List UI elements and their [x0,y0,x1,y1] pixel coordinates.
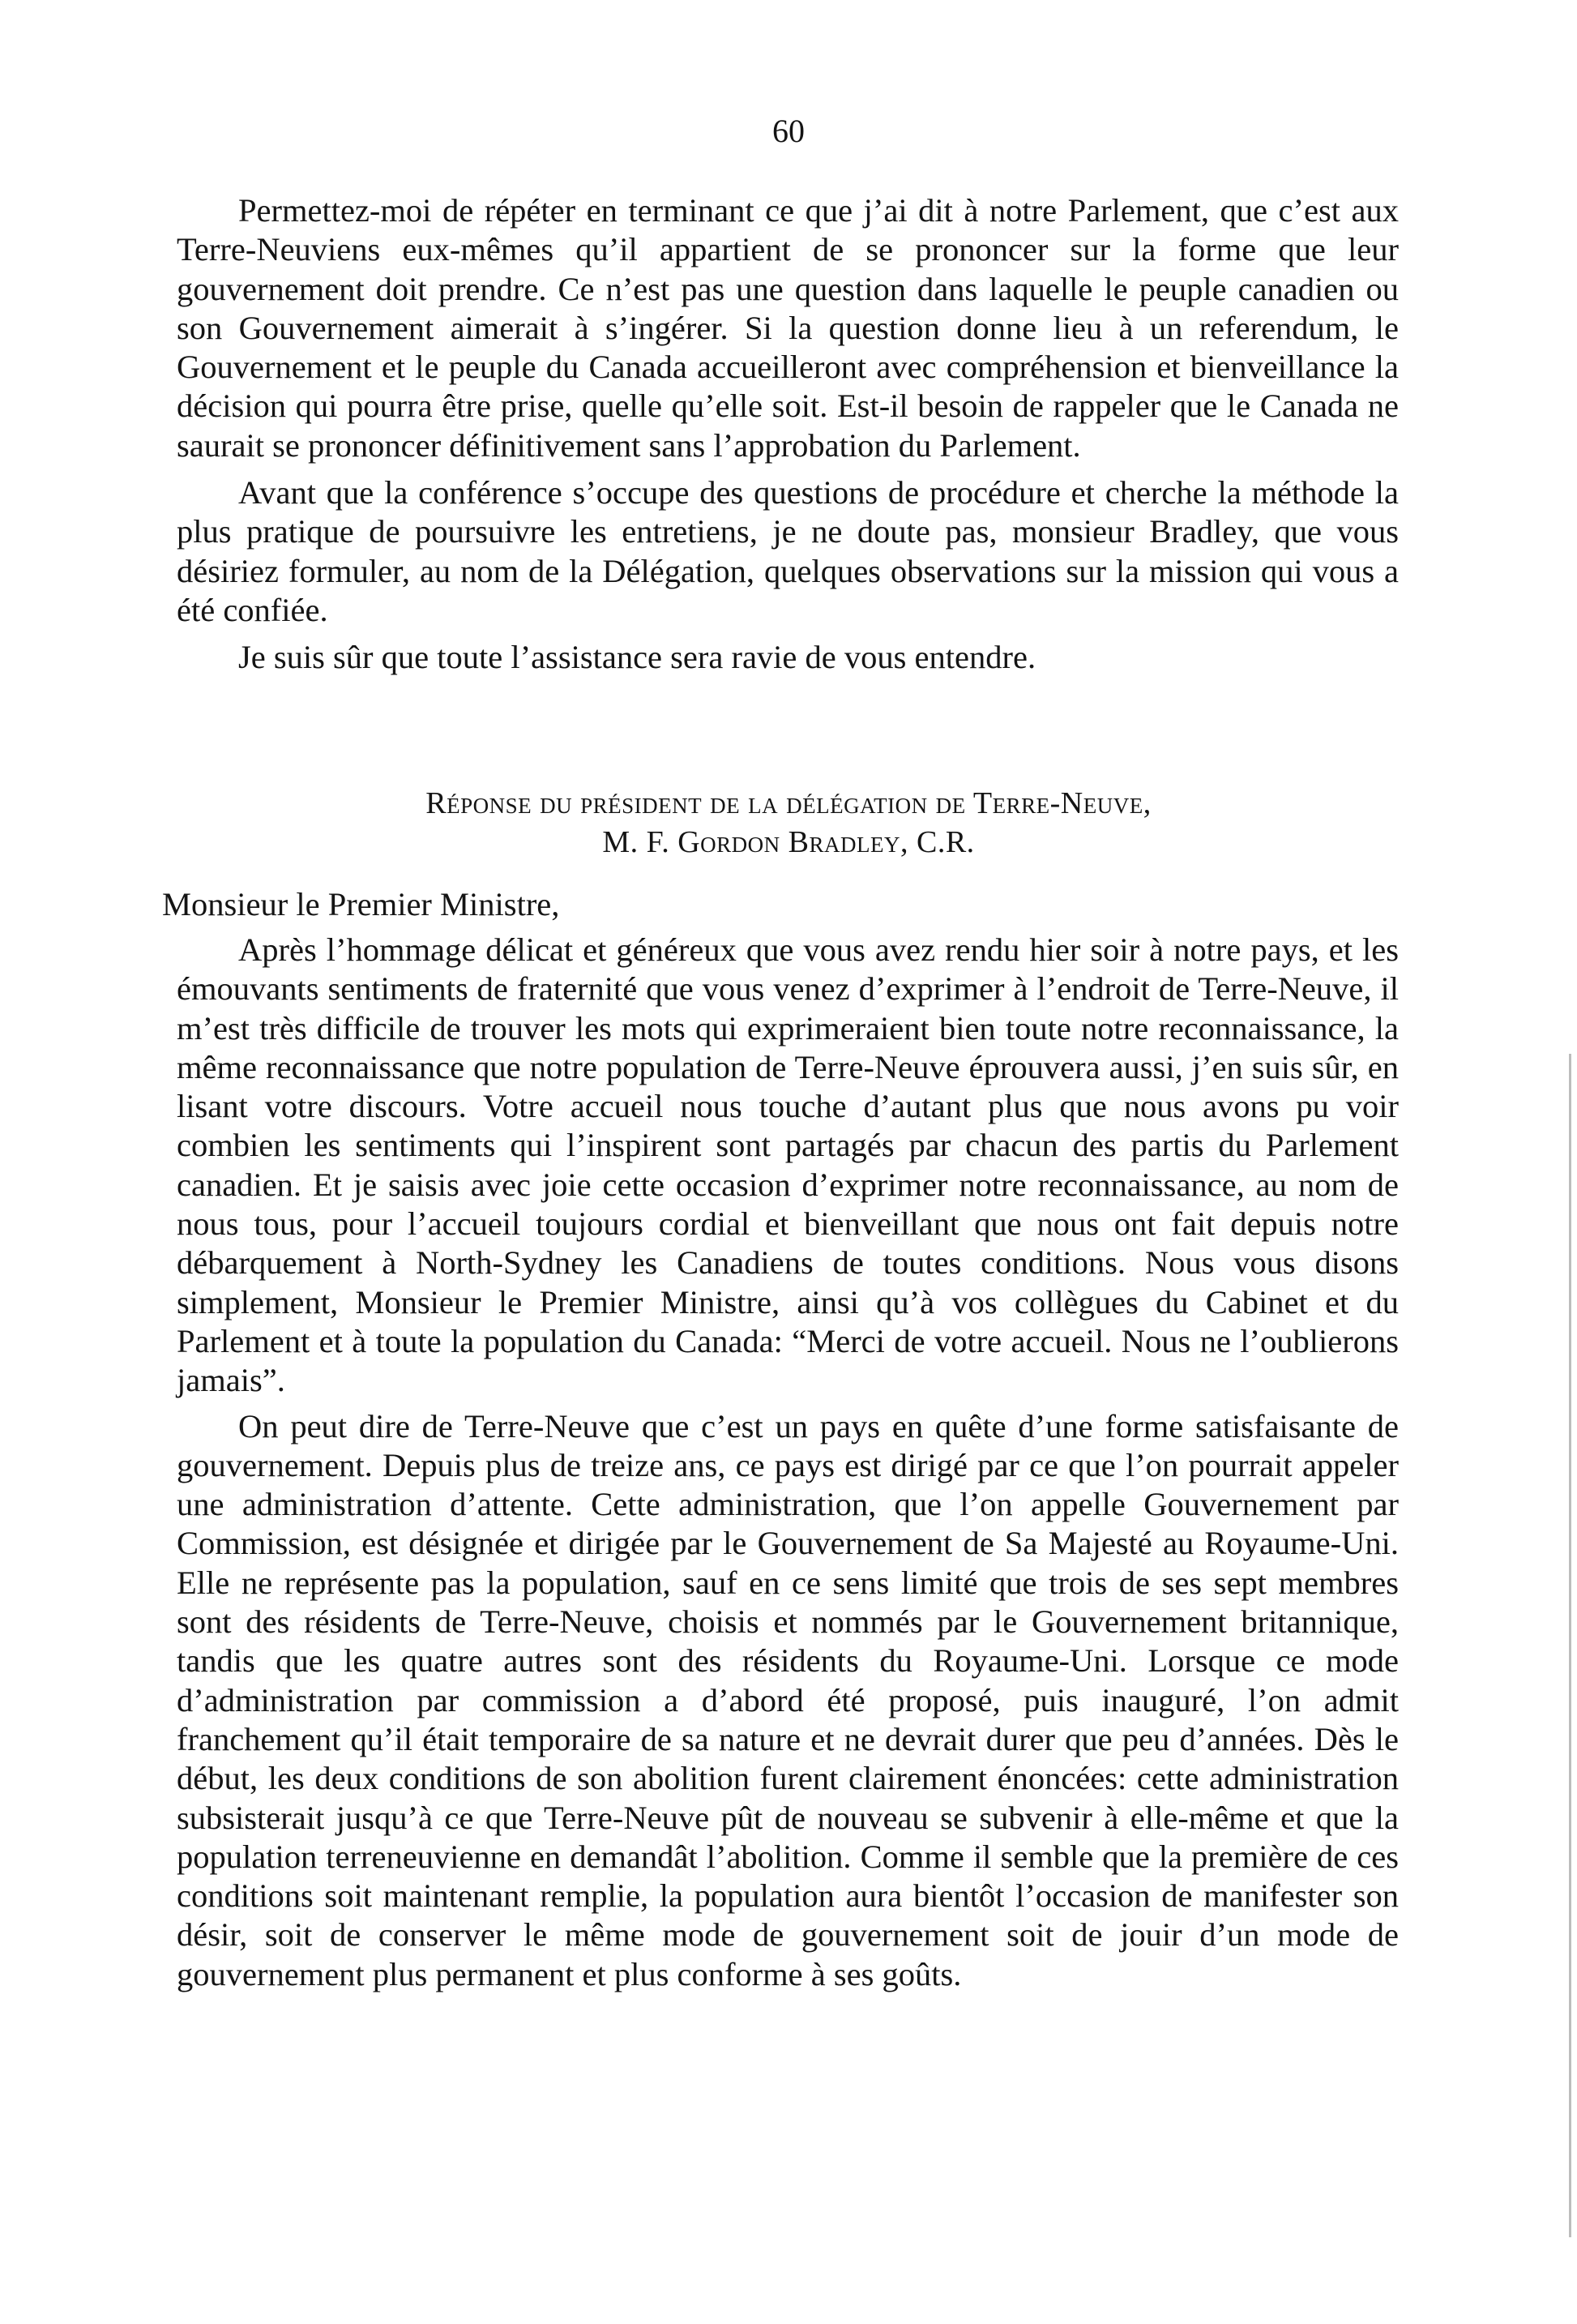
section-heading-speaker: M. F. Gordon Bradley, C.R. [602,825,975,859]
section-heading: Réponse du président de la délégation de Terre-Neuve, [425,786,1152,820]
paragraph: Après l’hommage délicat et généreux que vous avez rendu hier soir à notre pays, et les émouvants sentiments de fraternité que vous venez d’exprimer à l’endroit de Terre-Neuve, il m’est très difficile de trouver les mots qui exprimeraient bien toute notre reconnaissance, la même reconnaissance que notre population de Terre-Neuve éprouvera aussi, j’en suis sûr, en lisant votre discours. Votre accueil nous touche d’autant plus que nous avons pu voir combien les sentiments qui l’inspirent sont partagés par chacun des partis du Parlement canadien. Et je saisis avec joie cette occasion d’exprimer notre reconnaissance, au nom de nous tous, pour l’accueil toujours cordial et bienveillant que nous ont fait depuis notre débarquement à North-Sydney les Canadiens de toutes conditions. Nous vous disons simplement, Monsieur le Premier Ministre, ainsi qu’à vos collègues du Cabinet et du Parlement et à toute la population du Canada: “Merci de votre accueil. Nous ne l’oublierons jamais”. [177,931,1399,1399]
scan-edge-line [1569,1054,1571,2237]
salutation: Monsieur le Premier Ministre, [162,886,560,922]
paragraph: On peut dire de Terre-Neuve que c’est un pays en quête d’une forme satisfaisante de gouvernement. Depuis plus de treize ans, ce pays est dirigé par ce que l’on pourrait appeler une administration d’attente. Cette administration, que l’on appelle Gouvernement par Commission, est désignée et dirigée par le Gouvernement de Sa Majesté au Royaume-Uni. Elle ne représente pas la population, sauf en ce sens limité que trois de ses sept membres sont des résidents de Terre-Neuve, choisis et nommés par le Gouvernement britannique, tandis que les quatre autres sont des résidents du Royaume-Uni. Lorsque ce mode d’administration par commission a d’abord été proposé, puis inauguré, l’on admit franchement qu’il était temporaire de sa nature et ne devrait durer que peu d’années. Dès le début, les deux conditions de son abolition furent clairement énoncées: cette administration subsisterait jusqu’à ce que Terre-Neuve pût de nouveau se subvenir à elle-même et que la population terreneuvienne en demandât l’abolition. Comme il semble que la première de ces conditions soit maintenant remplie, la population aura bientôt l’occasion de manifester son désir, soit de conserver le même mode de gouvernement soit de jouir d’un mode de gouvernement plus permanent et plus conforme à ses goûts. [177,1407,1399,1992]
paragraph: Permettez-moi de répéter en terminant ce que j’ai dit à notre Parlement, que c’est aux Terre-Neuviens eux-mêmes qu’il appartient de se prononcer sur la forme que leur gouvernement doit prendre. Ce n’est pas une question dans laquelle le peuple canadien ou son Gouvernement aimerait à s’ingérer. Si la question donne lieu à un referendum, le Gouvernement et le peuple du Canada accueilleront avec compréhension et bienveillance la décision qui pourra être prise, quelle qu’elle soit. Est-il besoin de rappeler que le Canada ne saurait se prononcer définitivement sans l’approbation du Parlement. [177,192,1399,464]
paragraph: Je suis sûr que toute l’assistance sera ravie de vous entendre. [238,639,1036,676]
reply-text [177,931,1399,1994]
paragraph: Avant que la conférence s’occupe des questions de procédure et cherche la méthode la plus pratique de poursuivre les entretiens, je ne doute pas, monsieur Bradley, que vous désiriez formuler, au nom de la Délégation, quelques observations sur la mission qui vous a été confiée. [177,474,1399,628]
intro-text [177,191,1399,678]
page-number: 60 [772,113,805,149]
